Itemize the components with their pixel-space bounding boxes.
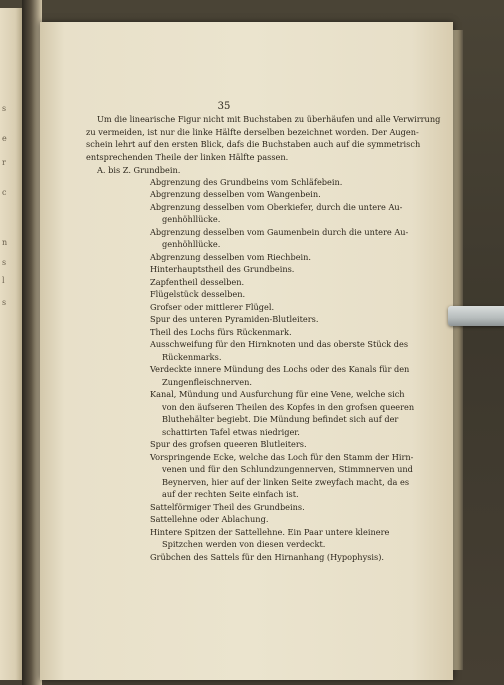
legend-definition-continued: Spitzchen werden von diesen verdeckt. — [162, 539, 326, 549]
section-heading: A. bis Z. Grundbein. — [97, 165, 181, 175]
previous-page-edge: s e r c n s l s — [0, 8, 23, 680]
legend-definition-continued: venen und für den Schlundzungennerven, Stimmnerven und — [162, 464, 413, 474]
legend-definition-continued: Zungenfleischnerven. — [162, 376, 252, 387]
legend-definition-continued: Rückenmarks. — [162, 351, 222, 362]
legend-definition-continued: schattirten Tafel etwas niedriger. — [162, 426, 300, 437]
legend-definition: Flügelstück desselben. — [150, 289, 246, 299]
legend-definition: Grübchen des Sattels für den Hirnanhang (Hypophysis). — [150, 551, 385, 562]
legend-definition: Theil des Lochs fürs Rückenmark. — [150, 326, 292, 337]
legend-definition-continued: genhöhllücke. — [162, 214, 221, 224]
legend-definition: Abgrenzung desselben vom Wangenbein. — [150, 189, 321, 199]
legend-definition: Abgrenzung desselben vom Oberkiefer, durch die untere Au- — [150, 201, 403, 212]
bookmark-tab — [448, 306, 504, 326]
intro-line: zu vermeiden, ist nur die linke Hälfte derselben bezeichnet worden. Der Augen- — [86, 126, 419, 137]
legend-definition-continued: auf der rechten Seite einfach ist. — [162, 489, 299, 499]
legend-definition: Hintere Spitzen der Sattellehne. Ein Paar untere kleinere — [150, 526, 390, 537]
legend-definition: Kanal, Mündung und Ausfurchung für eine Vene, welche sich — [150, 389, 405, 399]
legend-definition-continued: genhöhllücke. — [162, 239, 221, 249]
legend-definition: Abgrenzung des Grundbeins vom Schläfebein. — [150, 176, 343, 187]
legend-definition: Sattellehne oder Ablachung. — [150, 514, 269, 524]
legend-definition: Abgrenzung desselben vom Gaumenbein durch die untere Au- — [150, 226, 409, 237]
legend-definition-continued: von den äufseren Theilen des Kopfes in den grofsen queeren — [162, 401, 415, 412]
legend-definition: Spur des grofsen queeren Blutleiters. — [150, 439, 307, 449]
legend-definition: Spur des unteren Pyramiden-Blutleiters. — [150, 314, 319, 324]
legend-definition: Vorspringende Ecke, welche das Loch für den Stamm der Hirn- — [150, 451, 414, 462]
page-number: 35 — [217, 101, 231, 112]
legend-definition: Hinterhauptstheil des Grundbeins. — [150, 264, 295, 274]
book-gutter — [22, 0, 42, 685]
legend-definition: Abgrenzung desselben vom Riechbein. — [150, 251, 312, 262]
legend-definition-continued: Bluthehälter begiebt. Die Mündung befindet sich auf der — [162, 414, 399, 424]
page-stack-edge — [453, 30, 463, 670]
intro-line: Um die linearische Figur nicht mit Buchstaben zu überhäufen und alle Verwirrung — [97, 114, 441, 124]
legend-definition: Ausschweifung für den Hirnknoten und das oberste Stück des — [150, 339, 409, 349]
legend-definition-continued: Beynerven, hier auf der linken Seite zweyfach macht, da es — [162, 476, 410, 487]
intro-line: entsprechenden Theile der linken Hälfte passen. — [86, 151, 289, 162]
intro-line: schein lehrt auf den ersten Blick, dafs die Buchstaben auch auf die symmetrisch — [86, 139, 421, 149]
legend-definition: Grofser oder mittlerer Flügel. — [150, 301, 275, 312]
legend-definition: Zapfentheil desselben. — [150, 276, 245, 287]
legend-definition: Verdeckte innere Mündung des Lochs oder des Kanals für den — [150, 364, 410, 374]
legend-definition: Sattelförmiger Theil des Grundbeins. — [150, 501, 305, 512]
